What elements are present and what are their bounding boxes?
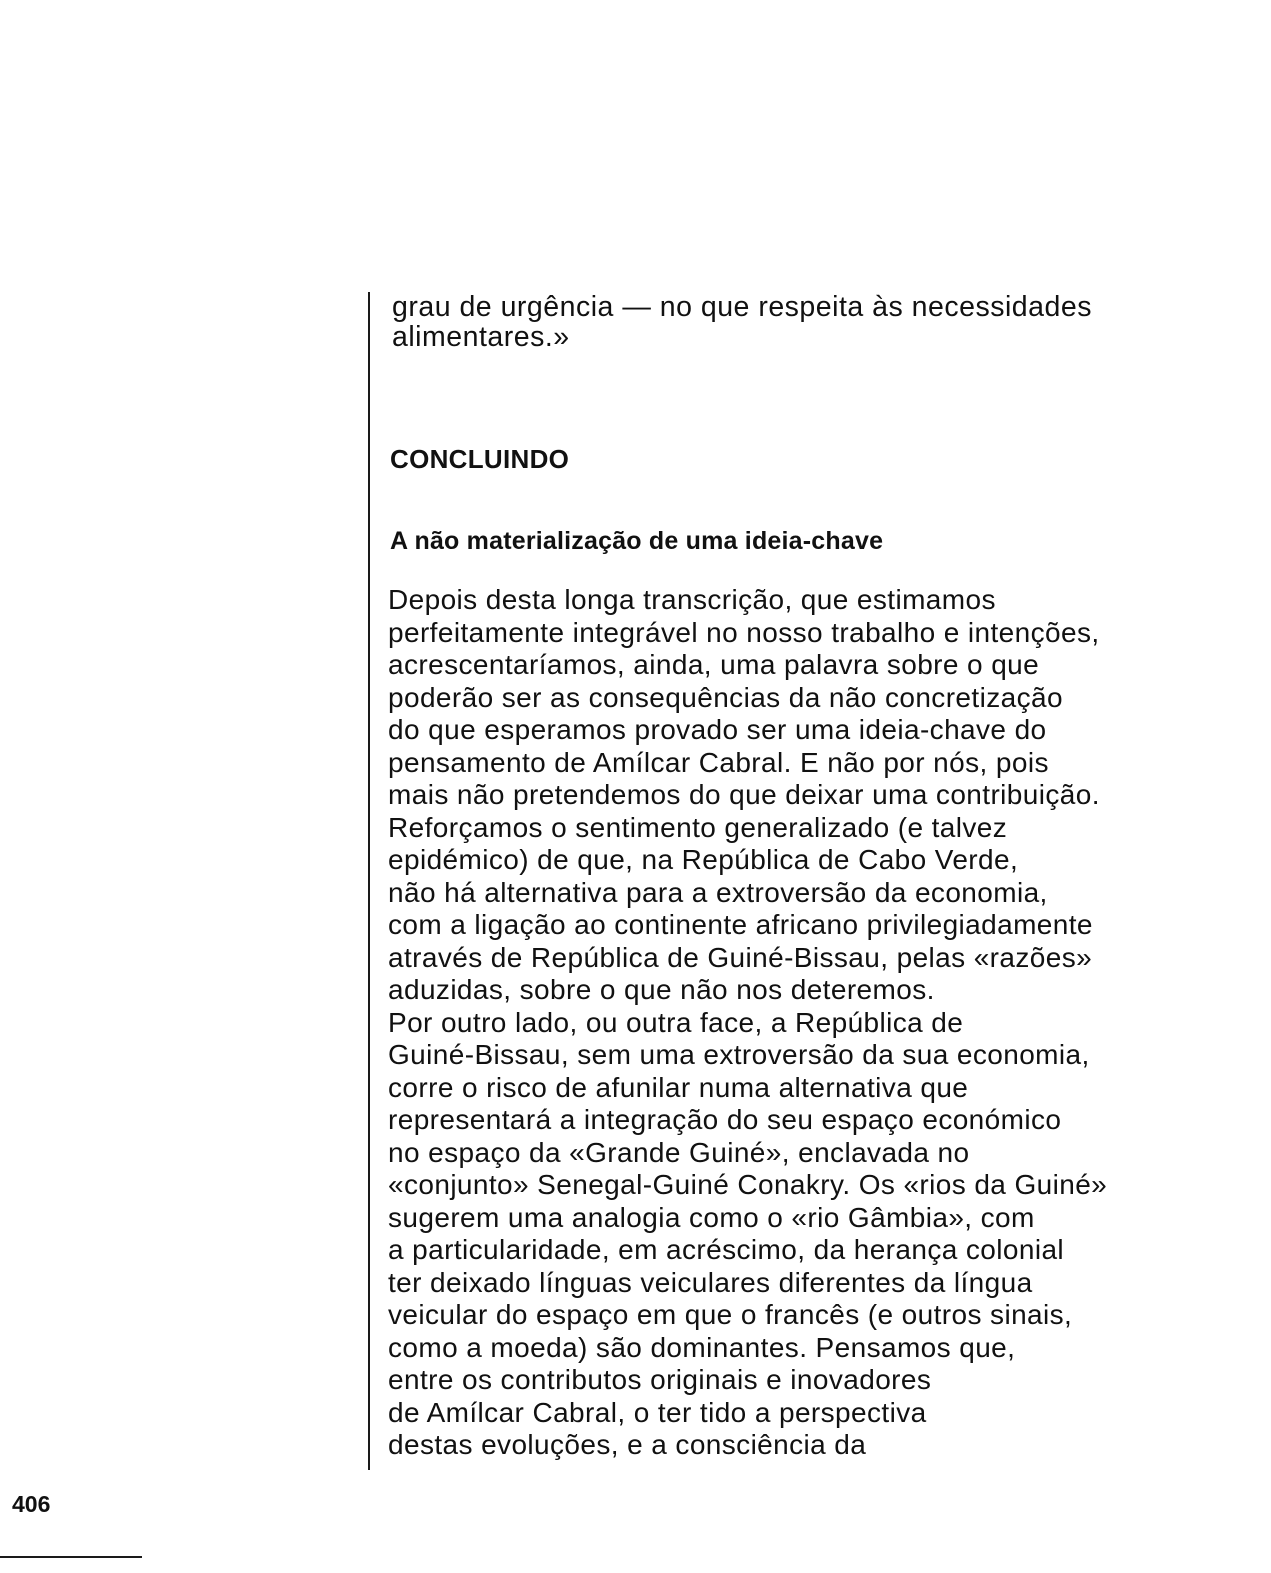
body-paragraph-1: Depois desta longa transcrição, que estimamos perfeitamente integrável no nosso trabalho e intenções, acrescentaríamos, ainda, uma palavra sobre o que poderão ser as consequências da não concretização do que esperamos provado ser uma ideia-chave do pensamento de Amílcar Cabral. E não por nós, pois mais não pretendemos do que deixar uma contribuição. Reforçamos o sentimento generalizado (e talvez epidémico) de que, na República de Cabo Verde, não há alternativa para a extroversão da economia, com a ligação ao continente africano privilegiadamente através de República de Guiné-Bissau, pelas «razões» aduzidas, sobre o que não nos deteremos. <box>388 584 1100 1005</box>
bottom-rule <box>0 1556 142 1558</box>
page-text-column <box>380 292 1220 1462</box>
section-heading: CONCLUINDO <box>390 444 570 474</box>
intro-text: grau de urgência — no que respeita às necessidades alimentares.» <box>392 291 1092 353</box>
margin-rule <box>368 292 370 1470</box>
page-number: 406 <box>12 1491 51 1517</box>
sub-heading: A não materialização de uma ideia-chave <box>390 527 884 555</box>
body-paragraph-2: Por outro lado, ou outra face, a República de Guiné-Bissau, sem uma extroversão da sua economia, corre o risco de afunilar numa alternativa que representará a integração do seu espaço económico no espaço da «Grande Guiné», enclavada no «conjunto» Senegal-Guiné Conakry. Os «rios da Guiné» sugerem uma analogia como o «rio Gâmbia», com a particularidade, em acréscimo, da herança colonial ter deixado línguas veiculares diferentes da língua veicular do espaço em que o francês (e outros sinais, como a moeda) são dominantes. Pensamos que, entre os contributos originais e inovadores de Amílcar Cabral, o ter tido a perspectiva destas evoluções, e a consciência da <box>388 1006 1108 1460</box>
